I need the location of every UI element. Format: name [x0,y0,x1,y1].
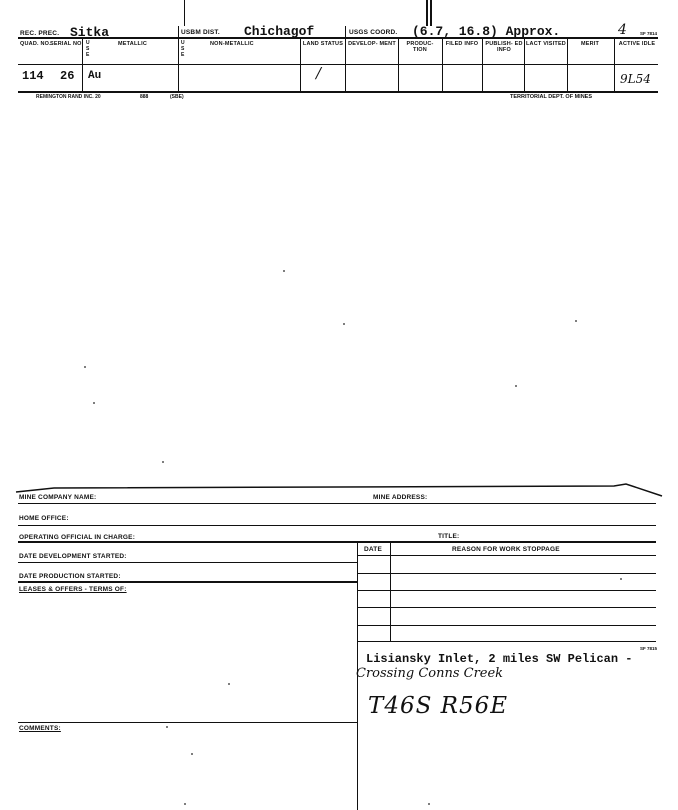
rec-prec-value: Sitka [70,25,110,40]
speck [428,803,430,805]
rule [18,503,656,504]
date-col-divider [390,542,391,642]
code1-text: 888 [140,94,149,100]
usgs-coord-value: (6.7, 16.8) Approx. [412,24,561,39]
development-header: DEVELOP- MENT [348,41,396,47]
top-tick-line [184,0,185,26]
col-divider [398,37,399,92]
quad-no-header: QUAD. NO. [20,41,51,47]
rule [18,722,357,723]
row-bottom-rule [18,91,658,93]
metallic-value: Au [88,70,102,82]
col-divider [482,37,483,92]
col-divider [345,26,346,92]
date-prod-started-label: DATE PRODUCTION STARTED: [19,573,121,580]
col-divider [82,37,83,92]
non-metallic-header: NON-METALLIC [210,41,254,47]
metallic-header: METALLIC [118,41,147,47]
rule [18,525,656,526]
speck [343,323,345,325]
location-hand-line1: Crossing Conns Creek [356,666,504,681]
production-header: PRODUC- TION [406,41,434,53]
use-right-header: U S E [181,40,185,58]
serial-no-header: SERIAL NO. [50,41,84,47]
rule [18,581,357,583]
rule [357,625,656,626]
usbm-dist-value: Chichagof [244,24,315,39]
speck [184,803,186,805]
speck [166,726,168,728]
mine-address-label: MINE ADDRESS: [373,494,428,501]
rec-prec-label: REC. PREC. [20,30,60,37]
speck [162,461,164,463]
col-divider [614,37,615,92]
usbm-dist-label: USBM DIST. [181,29,220,36]
form-code: SF 7814 [640,31,658,36]
form-code-2: SF 7815 [640,646,658,651]
rule [18,562,357,563]
date-col-header: DATE [364,546,383,553]
mine-company-name-label: MINE COMPANY NAME: [19,494,97,501]
operating-official-label: OPERATING OFFICIAL IN CHARGE: [19,534,136,541]
rule [357,555,656,556]
printer-text: REMINGTON RAND INC. 20 [36,94,101,100]
active-idle-header: ACTIVE IDLE [618,41,656,47]
filed-info-header: FILED INFO [445,41,479,47]
merit-header: MERIT [580,41,600,47]
comments-label: COMMENTS: [19,725,61,732]
leases-label: LEASES & OFFERS - TERMS OF: [19,586,127,593]
reason-col-header: REASON FOR WORK STOPPAGE [452,546,560,553]
col-divider [442,37,443,92]
code2-text: (SBE) [170,94,184,100]
location-typed-line: Lisiansky Inlet, 2 miles SW Pelican - [366,652,633,666]
rule [357,590,656,591]
dept-text: TERRITORIAL DEPT. OF MINES [510,94,592,100]
title-label: TITLE: [438,533,460,540]
speck [84,366,86,368]
top-double-line [426,0,428,26]
speck [575,320,577,322]
speck [620,578,622,580]
home-office-label: HOME OFFICE: [19,515,69,522]
col-divider [300,37,301,92]
col-divider [178,26,179,92]
usgs-coord-label: USGS COORD. [349,29,398,36]
land-status-value: / [316,64,322,82]
top-double-line-b [430,0,432,26]
quad-no-value: 114 [22,69,44,83]
speck [191,753,193,755]
speck [228,683,230,685]
rule [357,573,656,574]
row1-bottom-rule [18,37,658,39]
header-bottom-rule [18,64,658,65]
corner-value: 4 [618,22,627,38]
use-left-header: U S E [86,40,90,58]
rule [18,541,656,543]
col-divider [567,37,568,92]
speck [283,270,285,272]
card-top-edge [14,478,664,500]
speck [515,385,517,387]
date-dev-started-label: DATE DEVELOPMENT STARTED: [19,553,127,560]
speck [93,402,95,404]
col-divider [524,37,525,92]
rule [357,607,656,608]
land-status-header: LAND STATUS [302,41,344,47]
active-idle-value: 9L54 [620,72,651,86]
last-visited-header: LACT VISITED [526,41,566,47]
published-info-header: PUBLISH- ED INFO [485,41,523,53]
location-hand-line2: T46S R56E [368,693,509,719]
rule [357,641,656,642]
serial-no-value: 26 [60,69,75,83]
